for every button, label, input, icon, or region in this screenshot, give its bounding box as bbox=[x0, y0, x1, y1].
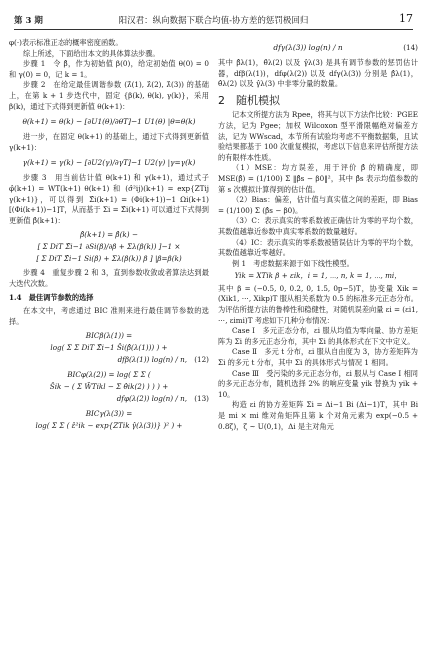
equation-line bbox=[9, 354, 209, 366]
algorithm-step-4: 步骤 4 重复步骤 2 和 3，直到参数收敛或者算法达到最大迭代次数。 bbox=[9, 268, 209, 288]
equation-line: log( Σ Σ DiT Σ̂i−1 Ŝi(β̂(λ(1))) ) + bbox=[50, 343, 168, 353]
equation-bic-phi bbox=[9, 369, 209, 405]
equation-14-tail bbox=[218, 41, 418, 55]
equation-bic-gamma bbox=[9, 408, 209, 432]
equation-bic-beta bbox=[9, 330, 209, 366]
equation-body: θ(k+1) = θ(k) − [∂U1(θ)/∂θT]−1 U1(θ) |θ=θ(k) bbox=[22, 116, 196, 126]
page-header bbox=[14, 12, 413, 28]
paragraph: φ(·)表示标准正态的概率密度函数。 bbox=[9, 38, 123, 47]
equation-gamma-update bbox=[9, 156, 209, 170]
paragraph: 构造 εi 的协方差矩阵 Σi = Δi−1 Bi (Δi−1)T，其中 Bi 是 mi × mi 维对角矩阵且第 k 个对角元素为 exp(−0.5 + 0.8ζ)，ζ ~ U(0,1)，Δi 是主对角元 bbox=[218, 400, 418, 431]
case-3: Case Ⅲ 受污染的多元正态分布，εi 服从与 Case Ⅰ 相同的多元正态分布，随机选择 2% 的响应变量 yik 替换为 yik + 10。 bbox=[218, 368, 418, 399]
equation-line: BICφ(λ(2)) = log( Σ Σ ( bbox=[67, 370, 151, 380]
paragraph: 其中 β̂λ(1)，θ̂λ(2) 以及 γ̂λ(3) 是具有调节参数的惩罚估计器，dfβ(λ(1))，dfφ(λ(2)) 以及 dfγ(λ(3)) 分别是 β̂λ(1)，θ̂λ(2) 以及 γ̂λ(3) 中非零分量的数量。 bbox=[218, 58, 418, 89]
example-heading: 例 1 考虑数据来源于如下线性模型。 bbox=[232, 258, 354, 268]
equation-beta-update bbox=[9, 229, 209, 265]
equation-line: log( Σ Σ ( ε̂²ik − exp{ZTik γ̂(λ(3))} )² ) + bbox=[35, 421, 183, 431]
metric-c: （3）C：表示真实的零系数被正确估计为零的平均个数，其数值越靠近参数中真实零系数的数量越好。 bbox=[218, 216, 418, 236]
algorithm-step-3: 步骤 3 用当前估计值 θ(k+1) 和 γ(k+1)，通过式子 φ̂(k+1) = WT(k+1) θ(k+1) 和 (σ̂²ij)(k+1) = exp{ZTij γ(k+1)}，可以得到 Σ̂i(k+1) = (Φi(k+1))−1 Ωi(k+1) [(Φi(k+1))−1]T，从而基于 Σi = Σ̂i(k+1) 可以通过下式得到更新值 β̂(k+1)： bbox=[9, 173, 209, 225]
equation-number: (14) bbox=[403, 42, 418, 52]
equation-body: dfγ(λ(3)) log(n) / n bbox=[273, 42, 343, 52]
running-title: 阳汉君：纵向数据下联合均值-协方差的惩罚极回归 bbox=[118, 16, 309, 26]
equation-number: (13) bbox=[194, 394, 209, 404]
case-1: Case Ⅰ 多元正态分布，εi 服从均值为零向量、协方差矩阵为 Σi 的多元正态分布，其中 Σi 的具体形式在下文中定义。 bbox=[218, 326, 418, 346]
equation-number: (12) bbox=[194, 355, 209, 365]
section-heading: 1.4 最佳调节参数的选择 bbox=[9, 292, 94, 302]
equation-body: γ(k+1) = γ(k) − [∂U2(γ)/∂γT]−1 U2(γ) |γ=γ(k) bbox=[22, 158, 196, 168]
header-rule bbox=[14, 29, 413, 30]
right-column bbox=[218, 38, 418, 654]
equation-line: BICβ(λ(1)) = bbox=[85, 331, 133, 341]
equation-line: [ Σ DiT Σ̂i−1 Si(β) + Σλ(β(k)) β ] |β=β(k) bbox=[36, 254, 182, 264]
case-2: Case Ⅱ 多元 t 分布，εi 服从自由度为 3，协方差矩阵为 Σi 的多元 t 分布，其中 Σi 的具体形式与情况 1 相同。 bbox=[218, 347, 418, 368]
equation-line: Ŝik − ( Σ W̃Tikl − Σ θ̂ik(2) ) ) ) + bbox=[49, 382, 169, 392]
equation-fraction: dfφ(λ(2)) log(n) / n, bbox=[116, 394, 187, 404]
equation-line: [ Σ DiT Σ̂i−1 ∂Si(β)/∂β + Σλ(β(k)) ]−1 × bbox=[37, 242, 181, 252]
metric-mse: （1）MSE：均方误差，用于评价 β̂ 的精确度，即 MSE(β̂) = (1/100) Σ ‖β̂s − β0‖²，其中 β̂s 表示均值参数的第 s 次模拟计算得到的估计值。 bbox=[218, 163, 418, 194]
paragraph: 综上所述，下面给出本文的具体算法步骤。 bbox=[23, 48, 160, 58]
equation-line: BICγ(λ(3)) = bbox=[85, 409, 133, 419]
metric-ic: （4）IC：表示真实的零系数被错误估计为零的平均个数，其数值越靠近零越好。 bbox=[218, 237, 418, 258]
equation-theta-update bbox=[9, 115, 209, 129]
linear-model-equation: Yik = XTik β + εik，i = 1, ⋯, n, k = 1, ⋯, mi， bbox=[234, 271, 402, 281]
equation-line bbox=[9, 393, 209, 405]
equation-line: β̂(k+1) = β̂(k) − bbox=[80, 230, 138, 240]
paragraph: 其中 β = (−0.5, 0, 0.2, 0, 1.5, 0p−5)T，协变量 Xik = (Xik1, ⋯, Xikp)T 服从相关系数为 0.5 的标准多元正态分布。为评估所提方法的鲁棒性和稳健性，对随机误差向量 εi = (εi1, ⋯, εimi)T 考虑如下几种分布情况： bbox=[218, 283, 418, 325]
algorithm-step-2: 步骤 2 在给定最佳调谐参数 (λ̂(1), λ̂(2), λ̂(3)) 的基础上，在第 k + 1 步迭代中，固定 {β(k), θ(k), γ(k)}，采用 β(k)，通过下式得到更新值 θ(k+1)： bbox=[9, 80, 209, 111]
paragraph: 进一步，在固定 θ(k+1) 的基础上，通过下式得到更新值 γ(k+1)： bbox=[9, 132, 209, 152]
page-number: 17 bbox=[399, 12, 413, 25]
issue-label: 第 3 期 bbox=[14, 16, 43, 26]
paragraph: 记本文所提方法为 Rpee，将其与以下方法作比较：PGEE 方法，记为 Pgee；加权 Wilcoxon 型平滑限幅绝对偏差方法，记为 WWscad，本节所有试验均考虑不平衡数据集，且试验结果都基于 100 次重复模拟，考虑以下信息来评估所提方法的有限样本性质。 bbox=[218, 110, 418, 162]
section-heading: 2 随机模拟 bbox=[218, 93, 280, 107]
paragraph: 在本文中，考虑通过 BIC 准则来进行最佳调节参数的选择。 bbox=[9, 306, 209, 326]
algorithm-step-1: 步骤 1 令 β̂，作为初始值 β(0)，给定初始值 θ(0) = 0 和 γ(0) = 0，记 k = 1。 bbox=[9, 59, 209, 79]
left-column bbox=[9, 38, 209, 654]
metric-bias: （2）Bias：偏差，估计值与真实值之间的差距，即 Bias = (1/100) Σ (β̂s − β0)。 bbox=[218, 195, 418, 215]
equation-fraction: dfβ(λ(1)) log(n) / n, bbox=[117, 355, 187, 365]
